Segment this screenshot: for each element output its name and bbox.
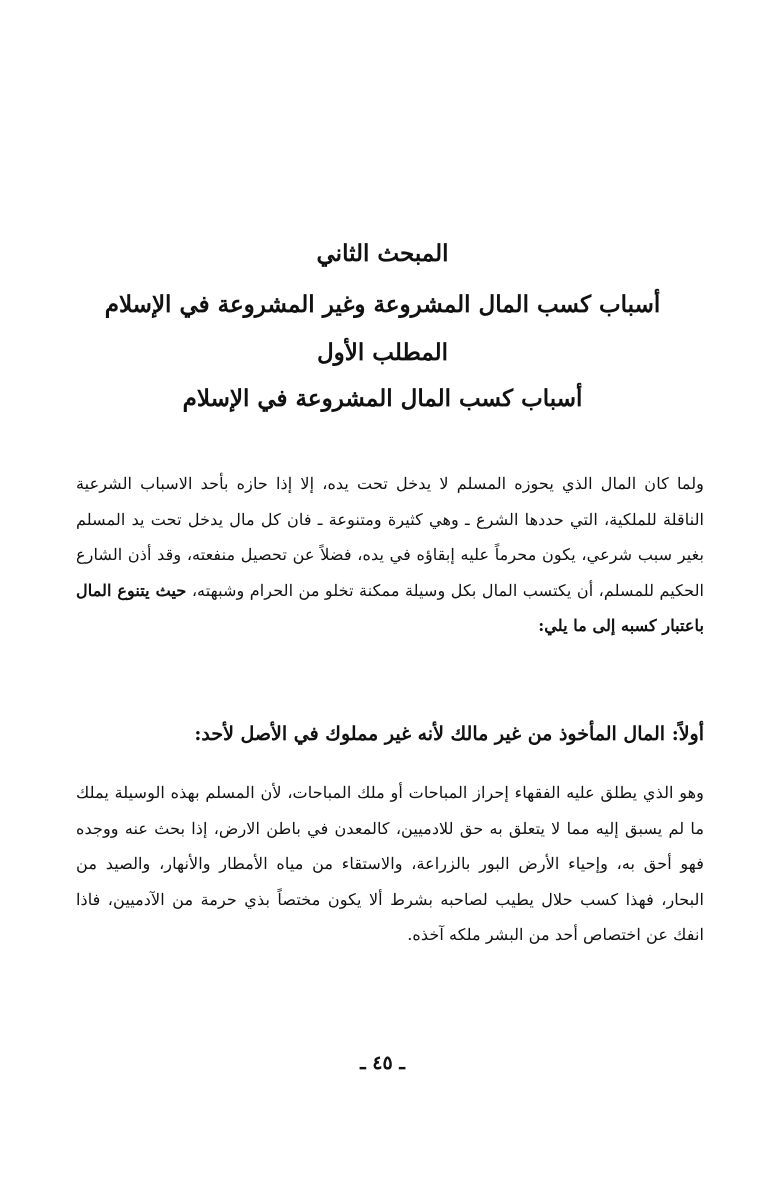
paragraph-2: وهو الذي يطلق عليه الفقهاء إحراز المباحات أو ملك المباحات، لأن المسلم بهذه الوسيلة يملك ما لم يسبق إليه مما لا يتعلق به حق للادميين، كالمعدن في باطن الارض، إذا بحث عنه ووجده فهو أحق به، وإحياء الأرض البور بالزراعة، والاستقاء من مياه الأمطار والأنهار، والصيد من البحار، فهذا كسب حلال يطيب لصاحبه بشرط ألا يكون مختصاً بذي حرمة من الآدميين، فاذا انفك عن اختصاص أحد من البشر ملكه آخذه.	[76, 783, 704, 944]
subheading-first: أولاً: المال المأخوذ من غير مالك لأنه غير مملوك في الأصل لأحد:	[194, 723, 704, 745]
page-number: ـ ٤٥ ـ	[360, 1052, 405, 1074]
paragraph-1-text: ولما كان المال الذي يحوزه المسلم لا يدخل تحت يده، إلا إذا حازه بأحد الاسباب الشرعية الناقلة للملكية، التي حددها الشرع ـ وهي كثيرة ومتنوعة ـ فان كل مال يدخل تحت يد المسلم بغير سبب شرعي، يكون محرماً عليه إبقاؤه في يده، فضلاً عن تحصيل منفعته، وقد أذن الشارع الحكيم للمسلم، أن يكتسب المال بكل وسيلة ممكنة تخلو من الحرام وشبهته،	[76, 474, 704, 600]
chapter-title: أسباب كسب المال المشروعة في الإسلام	[182, 385, 583, 412]
chapter-heading: المطلب الأول	[316, 339, 449, 366]
paragraph-1-bold-text: حيث يتنوع المال باعتبار كسبه إلى ما يلي:	[76, 580, 704, 635]
headings-block	[60, 240, 705, 413]
section-heading: المبحث الثاني	[316, 240, 449, 267]
paragraph-1	[76, 466, 704, 644]
section-title: أسباب كسب المال المشروعة وغير المشروعة في الإسلام	[104, 291, 661, 318]
